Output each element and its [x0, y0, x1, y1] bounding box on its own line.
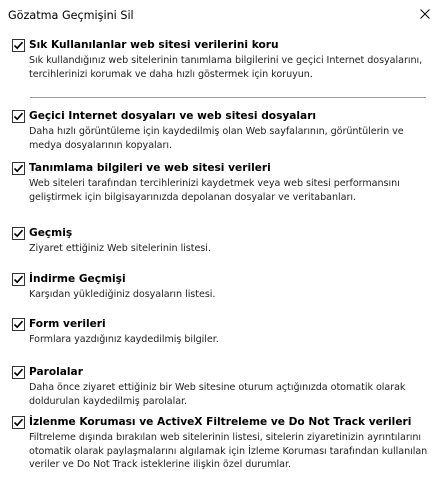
checkmark-icon [13, 367, 24, 378]
tracking-protection-checkbox[interactable] [12, 416, 25, 429]
option-description: Karşıdan yüklediğiniz dosyaların listesi. [29, 289, 216, 300]
option-description: Ziyaret ettiğiniz Web sitelerinin listesi. [29, 243, 211, 254]
option-description: Daha hızlı görüntüleme için kaydedilmiş olan Web sayfalarının, görüntülerin ve medya dosyalarının kopyaları. [29, 126, 404, 151]
checkmark-icon [13, 163, 24, 174]
option-title: Parolalar [29, 366, 83, 378]
close-icon [420, 9, 430, 19]
preserve-favorites-checkbox[interactable] [12, 39, 25, 52]
option-title: Tanımlama bilgileri ve web sitesi verileri [29, 162, 271, 174]
checkmark-icon [13, 111, 24, 122]
passwords-checkbox[interactable] [12, 366, 25, 379]
cookies-checkbox[interactable] [12, 162, 25, 175]
option-title: İndirme Geçmişi [29, 273, 126, 285]
option-description: Sık kullandığınız web sitelerinin tanımlama bilgilerini ve geçici Internet dosyalarını, tercihlerinizi korumak ve daha hızlı göstermek için koruyun. [29, 55, 423, 80]
option-description: Daha önce ziyaret ettiğiniz bir Web sitesine oturum açtığınızda otomatik olarak doldurulan kaydedilmiş parolalar. [29, 382, 406, 407]
option-title: Geçici Internet dosyaları ve web sitesi dosyaları [29, 110, 317, 122]
option-description: Web siteleri tarafından tercihlerinizi kaydetmek veya web sitesi performansını geliştirmek için bilgisayarınızda depolanan dosyalar ve veritabanları. [29, 178, 400, 203]
option-title: Form verileri [29, 318, 106, 330]
option-title: Geçmiş [29, 227, 73, 239]
divider [30, 97, 426, 98]
title-bar [0, 0, 440, 30]
option-description: Filtreleme dışında bırakılan web sitelerinin listesi, sitelerin ziyaretinizin ayrıntılarını otomatik olarak paylaşmalarını algılamak için İzleme Koruması tarafından kullanılan veriler ve Do Not Track isteklerine ilişkin özel durumlar. [29, 432, 428, 470]
option-description: Formlara yazdığınız kaydedilmiş bilgiler. [29, 334, 219, 345]
temporary-files-checkbox[interactable] [12, 110, 25, 123]
checkmark-icon [13, 319, 24, 330]
checkmark-icon [13, 417, 24, 428]
option-title: İzlenme Koruması ve ActiveX Filtreleme ve Do Not Track verileri [29, 416, 412, 428]
checkmark-icon [13, 228, 24, 239]
checkmark-icon [13, 40, 24, 51]
form-data-checkbox[interactable] [12, 318, 25, 331]
window-title: Gözatma Geçmişini Sil [8, 9, 134, 22]
option-title: Sık Kullanılanlar web sitesi verilerini koru [29, 39, 279, 51]
checkmark-icon [13, 274, 24, 285]
close-button[interactable] [410, 0, 440, 28]
download-history-checkbox[interactable] [12, 273, 25, 286]
history-checkbox[interactable] [12, 227, 25, 240]
